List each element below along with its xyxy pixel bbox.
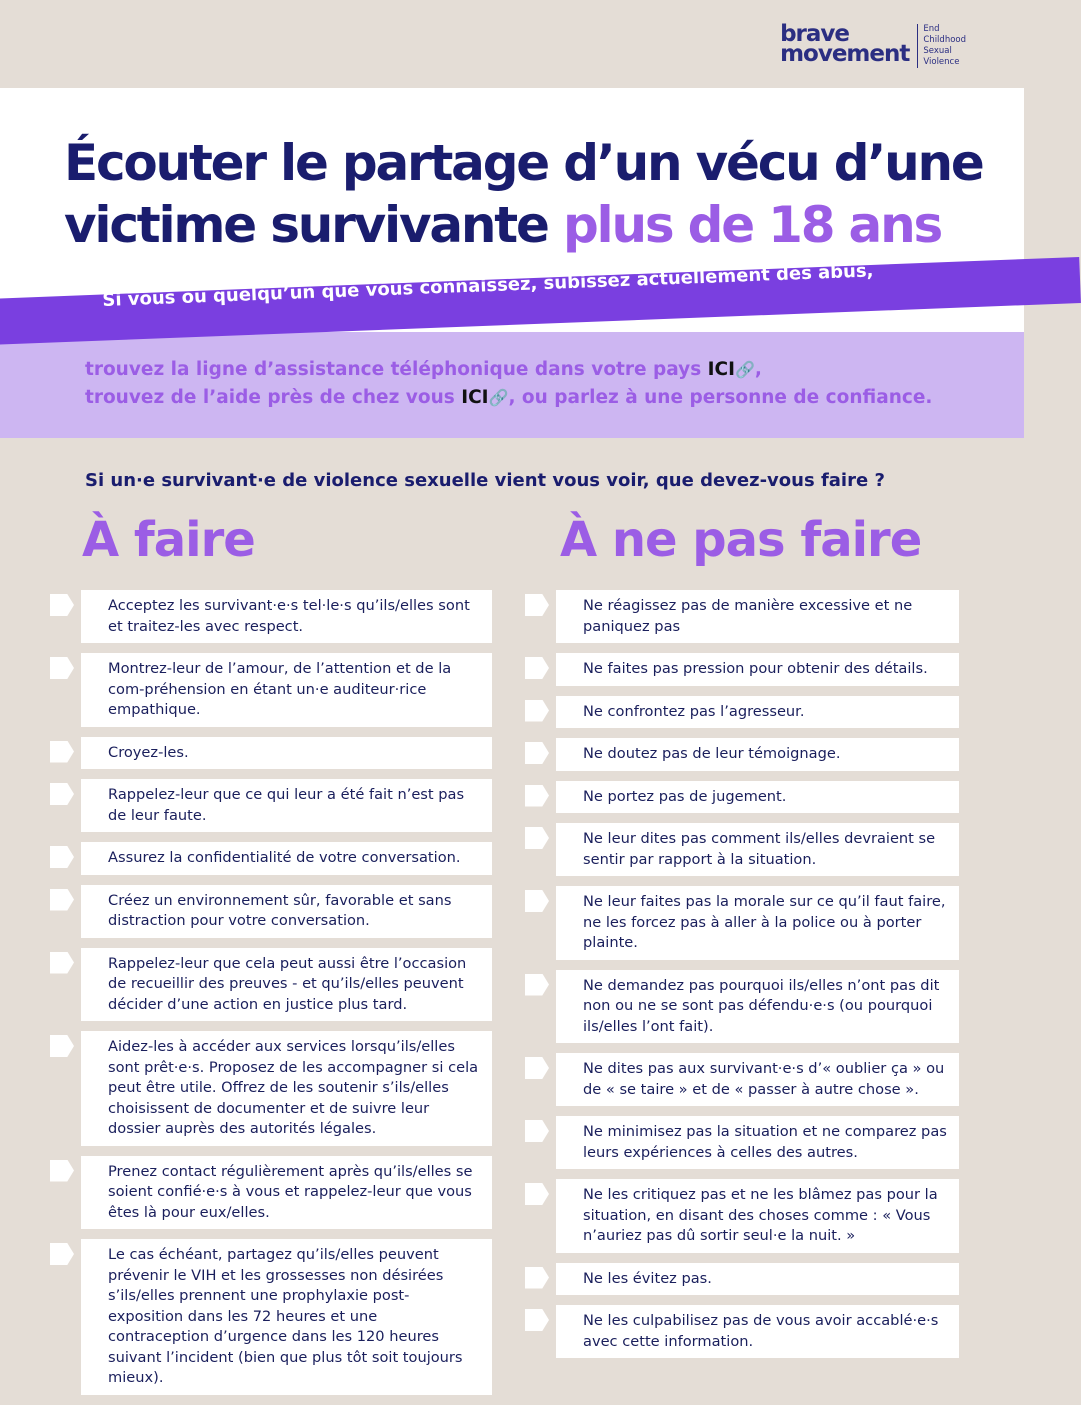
do-item	[81, 1031, 492, 1146]
dont-item	[556, 738, 959, 771]
arrow-bullet-icon	[525, 1267, 549, 1289]
dont-item	[556, 1116, 959, 1169]
do-item-text: Rappelez-leur que ce qui leur a été fait n’est pas de leur faute.	[108, 786, 465, 824]
arrow-bullet-icon	[525, 1309, 549, 1331]
arrow-bullet-icon	[525, 890, 549, 912]
arrow-bullet-icon	[50, 657, 74, 679]
dont-item-text: Ne les culpabilisez pas de vous avoir accablé·e·s avec cette information.	[583, 1312, 939, 1350]
do-item-text: Créez un environnement sûr, favorable et sans distraction pour votre conversation.	[108, 891, 452, 929]
do-item-text: Prenez contact régulièrement après qu’ils/elles se soient confié·e·s à vous et rappelez-leur que vous êtes là pour eux/elles.	[108, 1162, 473, 1221]
arrow-bullet-icon	[50, 889, 74, 911]
brave-movement-logo	[780, 21, 966, 68]
dont-item	[556, 1053, 959, 1106]
do-item-text: Croyez-les.	[108, 743, 189, 761]
logo-tag-1: End	[923, 24, 940, 34]
dont-item	[556, 590, 959, 643]
dont-item-text: Ne leur faites pas la morale sur ce qu’il faut faire, ne les forcez pas à aller à la police ou à porter plainte.	[583, 893, 946, 951]
dont-item	[556, 653, 959, 686]
do-list	[50, 590, 492, 1405]
arrow-bullet-icon	[525, 827, 549, 849]
arrow-bullet-icon	[525, 1120, 549, 1142]
local-help-link[interactable]: ICI	[461, 387, 489, 408]
arrow-bullet-icon	[50, 846, 74, 868]
arrow-bullet-icon	[525, 974, 549, 996]
arrow-bullet-icon	[525, 742, 549, 764]
dont-item-text: Ne dites pas aux survivant·e·s d’« oublier ça » ou de « se taire » et de « passer à autre chose ».	[583, 1060, 945, 1098]
do-heading: À faire	[82, 512, 255, 568]
arrow-bullet-icon	[50, 594, 74, 616]
dont-item-text: Ne portez pas de jugement.	[583, 787, 787, 805]
dont-list	[525, 590, 959, 1368]
logo-line-1: brave	[780, 21, 849, 47]
dont-item	[556, 970, 959, 1044]
do-item	[81, 779, 492, 832]
arrow-bullet-icon	[525, 657, 549, 679]
dont-item-text: Ne les évitez pas.	[583, 1269, 712, 1287]
dont-item-text: Ne les critiquez pas et ne les blâmez pas pour la situation, en disant des choses comme : « Vous n’auriez pas dû sortir seul·e la nuit. »	[583, 1186, 938, 1244]
link-icon[interactable]: 🔗	[735, 360, 755, 379]
logo-tagline	[923, 24, 966, 68]
dont-item-text: Ne confrontez pas l’agresseur.	[583, 702, 805, 720]
dont-item	[556, 886, 959, 960]
help-line-1-suffix: ,	[754, 359, 762, 380]
dont-item	[556, 823, 959, 876]
logo-divider	[917, 24, 918, 68]
dont-item-text: Ne faites pas pression pour obtenir des détails.	[583, 660, 928, 677]
do-item-text: Aidez-les à accéder aux services lorsqu’ils/elles sont prêt·e·s. Proposez de les accompagner si cela peut être utile. Offrez de les soutenir s’ils/elles choisissent de documenter et de suivre leur dossier auprès des autorités légales.	[108, 1038, 479, 1137]
do-item	[81, 653, 492, 727]
arrow-bullet-icon	[50, 952, 74, 974]
arrow-bullet-icon	[525, 700, 549, 722]
title-accent: plus de 18 ans	[562, 196, 942, 254]
arrow-bullet-icon	[50, 783, 74, 805]
logo-wordmark	[780, 21, 910, 67]
do-item	[81, 590, 492, 643]
do-item	[81, 885, 492, 938]
dont-item	[556, 781, 959, 814]
arrow-bullet-icon	[50, 1035, 74, 1057]
dont-item-text: Ne demandez pas pourquoi ils/elles n’ont pas dit non ou ne se sont pas défendu·e·s (ou pourquoi ils/elles l’ont fait).	[583, 976, 940, 1035]
do-item-text: Rappelez-leur que cela peut aussi être l’occasion de recueillir des preuves - et qu’ils/elles peuvent décider d’une action en justice plus tard.	[108, 954, 467, 1013]
page-title	[64, 132, 984, 256]
help-line-1: trouvez la ligne d’assistance téléphonique dans votre pays	[85, 359, 708, 380]
do-item	[81, 1156, 492, 1230]
do-item	[81, 1239, 492, 1395]
arrow-bullet-icon	[50, 1160, 74, 1182]
question-heading: Si un·e survivant·e de violence sexuelle vient vous voir, que devez-vous faire ?	[85, 470, 885, 491]
logo-tag-2: Childhood	[923, 35, 966, 45]
title-line-1: Écouter le partage d’un vécu d’une	[64, 134, 983, 192]
logo-tag-3: Sexual	[923, 46, 952, 56]
arrow-bullet-icon	[525, 1183, 549, 1205]
do-item	[81, 737, 492, 770]
do-item-text: Montrez-leur de l’amour, de l’attention et de la com-préhension en étant un·e auditeur·rice empathique.	[108, 660, 452, 718]
dont-item	[556, 1263, 959, 1296]
arrow-bullet-icon	[50, 1243, 74, 1265]
do-item	[81, 948, 492, 1022]
link-icon[interactable]: 🔗	[488, 388, 509, 407]
help-line-2-suffix: , ou parlez à une personne de confiance.	[508, 387, 933, 408]
dont-item	[556, 1305, 959, 1358]
dont-item-text: Ne leur dites pas comment ils/elles devraient se sentir par rapport à la situation.	[583, 830, 936, 868]
do-item-text: Assurez la confidentialité de votre conversation.	[108, 849, 461, 866]
logo-tag-4: Violence	[923, 57, 960, 67]
help-text	[85, 356, 985, 412]
do-item	[81, 842, 492, 875]
dont-item	[556, 696, 959, 729]
dont-item	[556, 1179, 959, 1253]
help-line-2: trouvez de l’aide près de chez vous	[85, 387, 462, 408]
arrow-bullet-icon	[525, 785, 549, 807]
dont-heading: À ne pas faire	[560, 512, 922, 568]
dont-item-text: Ne doutez pas de leur témoignage.	[583, 745, 841, 762]
do-item-text: Acceptez les survivant·e·s tel·le·s qu’ils/elles sont et traitez-les avec respect.	[108, 597, 470, 635]
dont-item-text: Ne réagissez pas de manière excessive et ne paniquez pas	[583, 597, 913, 635]
helpline-link[interactable]: ICI	[707, 359, 735, 380]
logo-line-2: movement	[780, 41, 910, 67]
arrow-bullet-icon	[525, 1057, 549, 1079]
banner-text: Si vous ou quelqu’un que vous connaissez, subissez actuellement des abus,	[102, 260, 874, 311]
top-bar	[0, 0, 1024, 88]
arrow-bullet-icon	[525, 594, 549, 616]
dont-item-text: Ne minimisez pas la situation et ne comparez pas leurs expériences à celles des autres.	[583, 1123, 947, 1161]
arrow-bullet-icon	[50, 741, 74, 763]
do-item-text: Le cas échéant, partagez qu’ils/elles peuvent prévenir le VIH et les grossesses non désirées s’ils/elles prennent une prophylaxie post-exposition dans les 72 heures et une contraception d’urgence dans les 120 heures suivant l’incident (bien que plus tôt soit toujours mieux).	[108, 1246, 463, 1386]
title-line-2: victime survivante	[64, 196, 563, 254]
